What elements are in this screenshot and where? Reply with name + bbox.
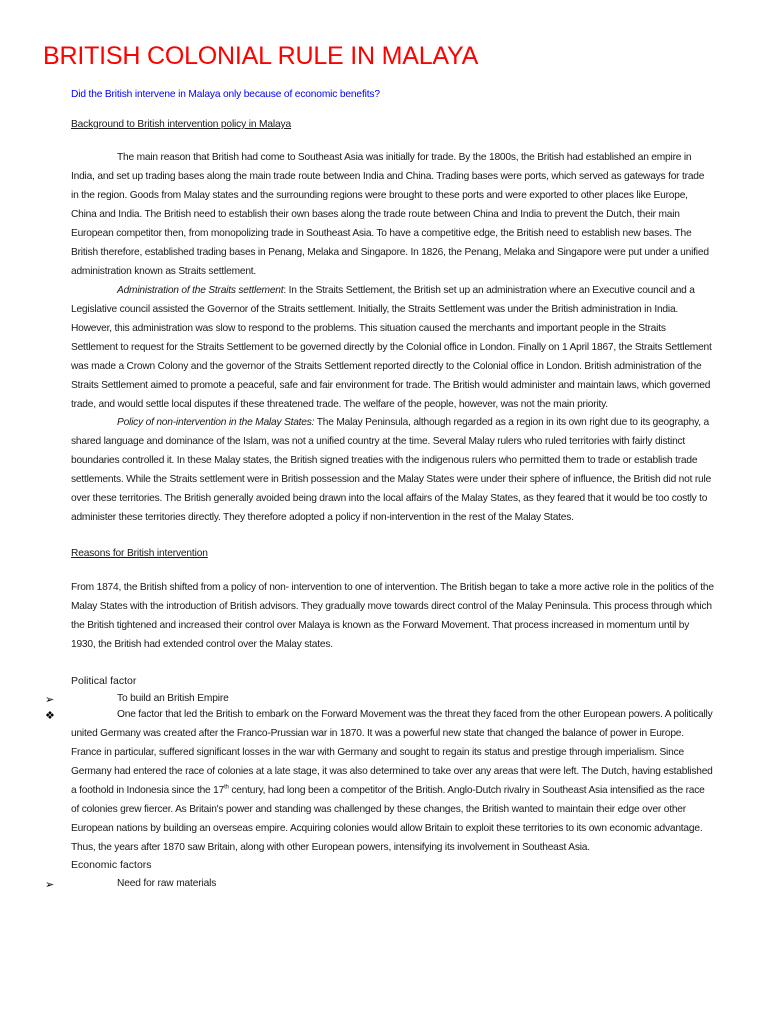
arrow-bullet-icon: ➢ bbox=[45, 694, 55, 706]
reasons-heading: Reasons for British intervention bbox=[71, 548, 208, 559]
background-paragraph-1: The main reason that British had come to Southeast Asia was initially for trade. By the 1800s, the British had established an empire in India, and set up trading bases along the main trade route between India and China. Trading bases were ports, which served as gateways for trade in the region. Goods from Malay states and the surrounding regions were brought to these ports and were exported to other places like Europe, China and India. The British need to establish their own bases along the trade route between China and India to prevent the Dutch, their main European competitor then, from monopolizing trade in Southeast Asia. To have a competitive edge, the British need to establish new bases. The British therefore, established trading bases in Penang, Melaka and Singapore. In 1826, the Penang, Melaka and Singapore were put under a unified administration known as Straits settlement. bbox=[71, 152, 709, 277]
ordinal-suffix: th bbox=[224, 784, 229, 791]
diamond-bullet-icon: ❖ bbox=[45, 710, 55, 722]
reasons-paragraph: From 1874, the British shifted from a policy of non- intervention to one of intervention. The British began to take a more active role in the politics of the Malay States with the introduction of British advisors. They gradually move towards direct control of the Malay Peninsula. This process through which the British tightened and increased their control over Malaya is known as the Forward Movement. That process increased in momentum until by 1930, the British had extended control over the Malay states. bbox=[71, 582, 714, 650]
guiding-question: Did the British intervene in Malaya only because of economic benefits? bbox=[71, 89, 380, 100]
political-paragraph-text: One factor that led the British to embark on the Forward Movement was the threat they faced from the other European powers. A politically united Germany was created after the Franco-Prussian war in 1870. It was a powerful new state that changed the balance of power in Europe. France in particular, suffered significant losses in the war with Germany and sought to regain its status and prestige through imperialism. Since Germany had entered the race of colonies at a late stage, it was also determined to take over any areas that were left. The Dutch, having established a foothold in Indonesia since the 17 bbox=[71, 709, 713, 796]
political-paragraph-text-cont: century, had long been a competitor of the British. Anglo-Dutch rivalry in Southeast Asia intensified as the race of colonies grew fiercer. As Britain's power and standing was challenged by these changes, the British wanted to maintain their edge over other European nations by building an overseas empire. Acquiring colonies would allow Britain to exploit these territories to its own economic advantage. Thus, the years after 1870 saw Britain, along with other European powers, intensifying its involvement in Southeast Asia. bbox=[71, 785, 705, 853]
political-paragraph bbox=[71, 705, 714, 857]
straits-administration-label: Administration of the Straits settlement bbox=[117, 285, 284, 296]
arrow-bullet-icon: ➢ bbox=[45, 879, 55, 891]
political-bullet-text: To build an British Empire bbox=[117, 693, 229, 704]
straits-administration-text: : In the Straits Settlement, the British set up an administration where an Executive council and a Legislative council assisted the Governor of the Straits settlement. Initially, the Straits Settlement was under the British administration in India. However, this administration was slow to respond to the problems. This situation caused the merchants and important people in the Straits Settlement to request for the Straits Settlement to be governed directly by the Colonial office in London. Finally on 1 April 1867, the Straits Settlement was made a Crown Colony and the governor of the Straits Settlement reported directly to the Colonial office in London. British administration of the Straits Settlement aimed to promote a peaceful, safe and fair environment for trade. The British would administer and maintain laws, which governed trade, and would settle local disputes if these threatened trade. The welfare of the people, however, was not the main priority. bbox=[71, 285, 712, 410]
background-heading: Background to British intervention policy in Malaya bbox=[71, 119, 291, 130]
straits-administration-paragraph bbox=[71, 281, 714, 414]
document-title: BRITISH COLONIAL RULE IN MALAYA bbox=[43, 42, 479, 70]
economic-bullet-text: Need for raw materials bbox=[117, 878, 217, 889]
non-intervention-label: Policy of non-intervention in the Malay States: bbox=[117, 417, 315, 428]
economic-bullet bbox=[0, 878, 768, 894]
non-intervention-text: The Malay Peninsula, although regarded as a region in its own right due to its geography, a shared language and dominance of the Islam, was not a unified country at the time. Several Malay rulers who ruled territories with fairly distinct boundaries controlled it. In these Malay states, the British signed treaties with the indigenous rulers who permitted them to trade or establish trade settlements. While the Straits settlement were in British possession and the Malay States were under their sphere of influence, the British did not rule over these territories. The British generally avoided being drawn into the local affairs of the Malay States, as they feared that it would be too costly to administer these territories directly. They therefore adopted a policy if non-intervention in the rest of the Malay States. bbox=[71, 417, 712, 523]
non-intervention-paragraph bbox=[71, 413, 714, 527]
economic-factors-label: Economic factors bbox=[71, 859, 152, 871]
political-factor-label: Political factor bbox=[71, 675, 137, 687]
